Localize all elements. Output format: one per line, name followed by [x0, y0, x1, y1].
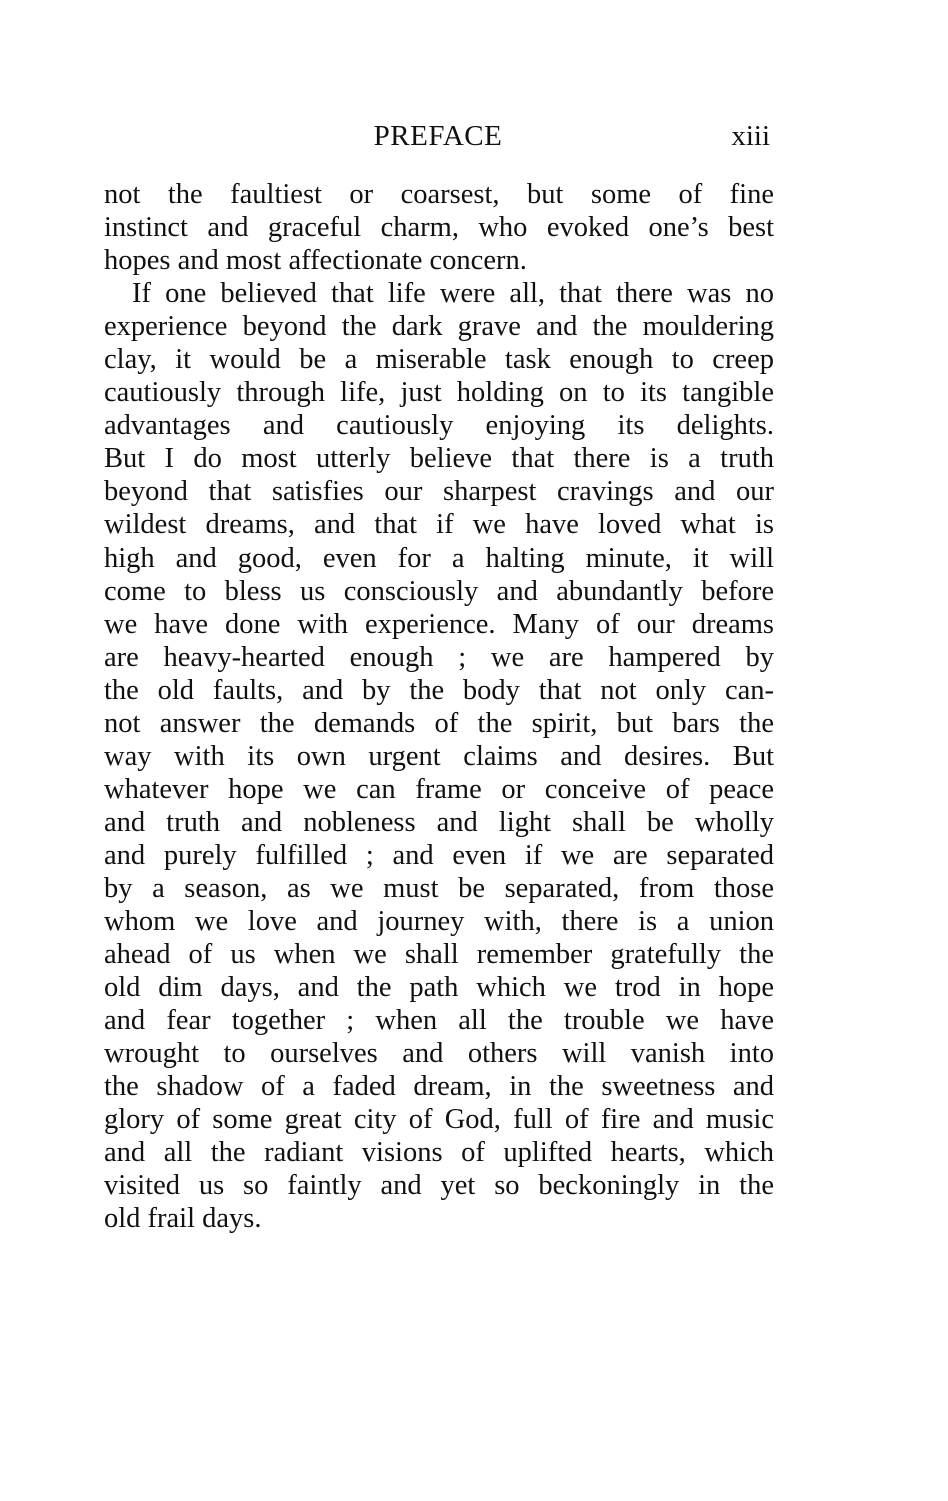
text-line: not the faultiest or coarsest, but some of fine — [104, 179, 774, 210]
paragraph-2 — [104, 277, 774, 1235]
text-line: visited us so faintly and yet so beckoningly in the — [104, 1170, 774, 1202]
text-line: experience beyond the dark grave and the mouldering — [104, 311, 774, 343]
text-line: glory of some great city of God, full of fire and music — [104, 1104, 774, 1136]
paragraph-1 — [104, 178, 774, 277]
text-line: and all the radiant visions of uplifted hearts, which — [104, 1137, 774, 1169]
text-line: old dim days, and the path which we trod in hope — [104, 972, 774, 1004]
text-line: wrought to ourselves and others will vanish into — [104, 1038, 774, 1070]
text-line: we have done with experience. Many of our dreams — [104, 608, 774, 640]
page-number: xiii — [731, 120, 770, 152]
text-line: whatever hope we can frame or conceive of peace — [104, 773, 774, 805]
text-line: wildest dreams, and that if we have loved what is — [104, 509, 774, 541]
text-line: and truth and nobleness and light shall be wholly — [104, 806, 774, 838]
text-line: But I do most utterly believe that there is a truth — [104, 443, 774, 475]
text-line: old frail days. — [104, 1203, 262, 1235]
text-line: ahead of us when we shall remember gratefully the — [104, 939, 774, 971]
body-text — [104, 178, 774, 1236]
text-line: come to bless us consciously and abundantly before — [104, 575, 774, 607]
text-line: instinct and graceful charm, who evoked one’s best — [104, 212, 774, 244]
text-line: way with its own urgent claims and desires. But — [104, 740, 774, 772]
text-line: clay, it would be a miserable task enough to creep — [104, 344, 774, 376]
text-line: high and good, even for a halting minute, it will — [104, 542, 774, 574]
text-line: advantages and cautiously enjoying its delights. — [104, 410, 774, 442]
text-line: hopes and most affectionate concern. — [104, 245, 527, 277]
text-line: are heavy-hearted enough ; we are hampered by — [104, 641, 774, 673]
text-line: If one believed that life were all, that there was no — [132, 278, 774, 310]
text-line: beyond that satisfies our sharpest cravings and our — [104, 476, 774, 508]
text-line: the shadow of a faded dream, in the sweetness and — [104, 1071, 774, 1103]
text-line: not answer the demands of the spirit, but bars the — [104, 707, 774, 739]
text-line: and fear together ; when all the trouble we have — [104, 1005, 774, 1037]
text-line: whom we love and journey with, there is a union — [104, 906, 774, 938]
text-line: the old faults, and by the body that not only can- — [104, 674, 774, 706]
running-head — [104, 118, 772, 158]
text-line: and purely fulfilled ; and even if we are separated — [104, 839, 774, 871]
running-title: PREFACE — [373, 120, 503, 152]
text-line: cautiously through life, just holding on to its tangible — [104, 377, 774, 409]
text-line: by a season, as we must be separated, from those — [104, 872, 774, 904]
